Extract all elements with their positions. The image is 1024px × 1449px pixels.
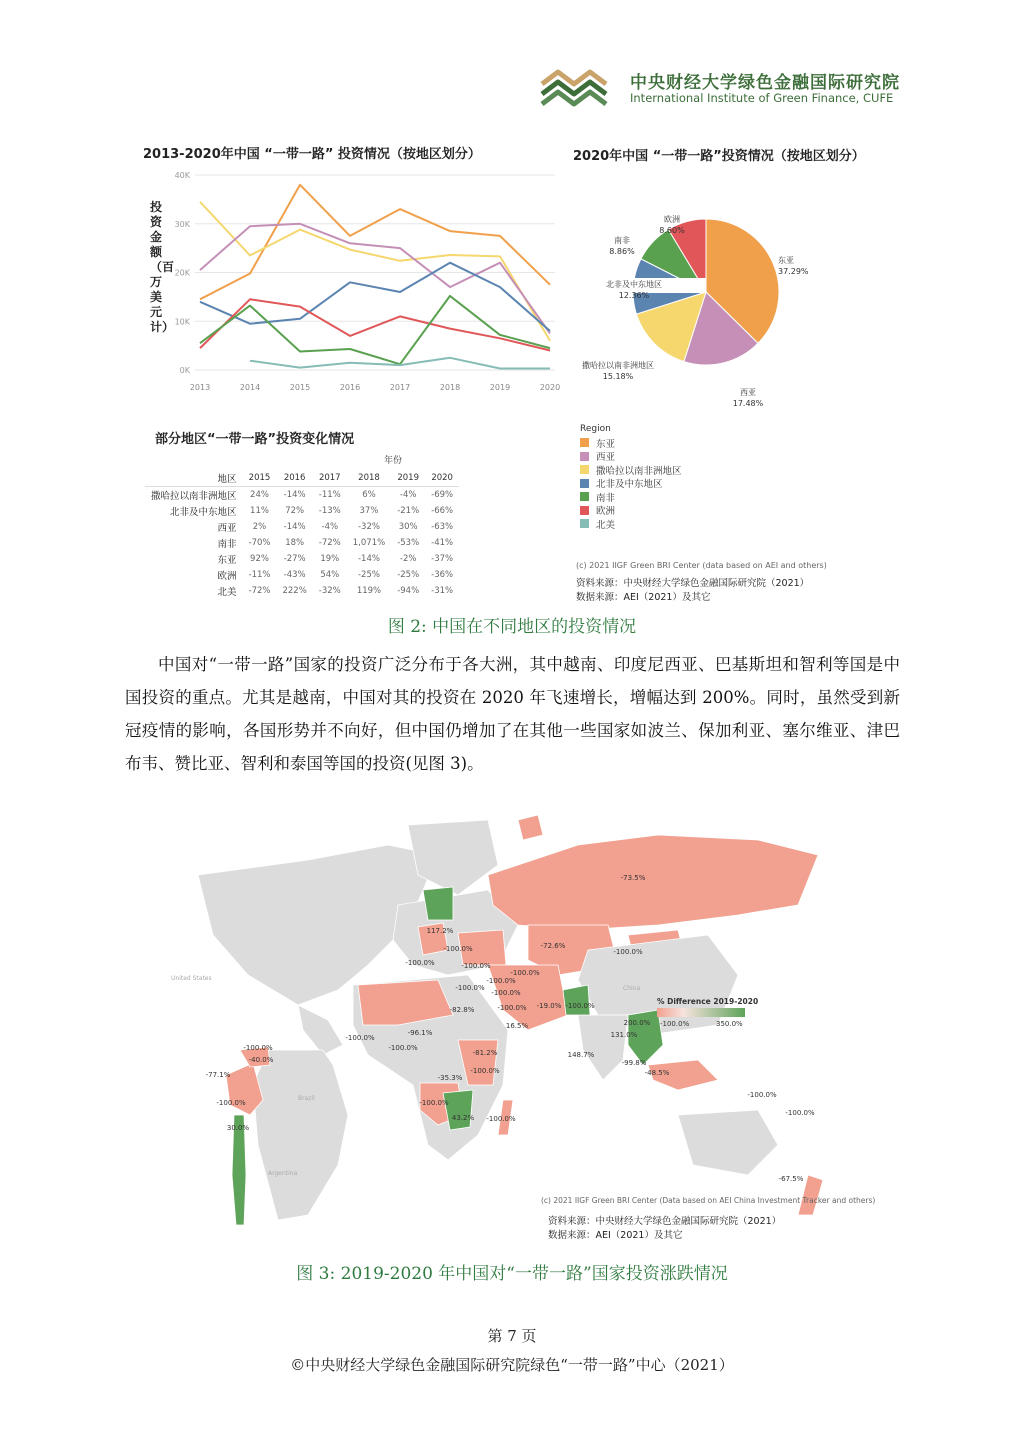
table-cell: 37% <box>359 506 379 516</box>
legend-item <box>580 477 682 491</box>
table-cell: -25% <box>397 570 420 580</box>
x-tick-label: 2013 <box>189 383 211 392</box>
map-pct-label: -100.0% <box>216 1099 246 1107</box>
legend-swatch <box>580 438 589 447</box>
pie-chart-title: 2020年中国 “一带一路”投资情况（按地区划分） <box>573 149 865 164</box>
y-tick-label: 0K <box>179 366 190 375</box>
legend-item <box>580 463 682 477</box>
y-tick-label: 30K <box>174 219 190 229</box>
map-legend-title: % Difference 2019-2020 <box>657 997 759 1006</box>
legend-item <box>580 450 682 464</box>
table-region: 东亚 <box>217 555 237 566</box>
line-chart-ylabel: 投资金额（百万美元计） <box>150 200 175 334</box>
line-chart <box>165 165 565 400</box>
map-pct-label: -77.1% <box>205 1071 231 1079</box>
fig2-caption: 图 2: 中国在不同地区的投资情况 <box>387 617 637 637</box>
table-region: 南非 <box>217 539 237 550</box>
map-pct-label: 30.0% <box>226 1124 250 1132</box>
table-cell: -94% <box>397 586 420 596</box>
x-tick-label: 2020 <box>539 383 561 392</box>
table-cell: 1,071% <box>352 538 386 548</box>
map-region-3 <box>253 1050 348 1220</box>
map-legend-min: -100.0% <box>660 1020 690 1028</box>
table-cell: 11% <box>250 506 269 516</box>
pie-label: 东亚 <box>778 256 794 265</box>
map-pct-label: -100.0% <box>243 1044 273 1052</box>
table-row <box>145 535 459 551</box>
legend-label: 西亚 <box>596 452 616 464</box>
x-tick-label: 2018 <box>439 383 461 392</box>
table-cell: -14% <box>276 487 312 504</box>
table-row <box>145 519 459 535</box>
table-cell: -4% <box>391 487 425 504</box>
table-cell: -13% <box>318 506 341 516</box>
footer-copyright: ©中央财经大学绿色金融国际研究院绿色“一带一路”中心（2021） <box>290 1356 734 1374</box>
fig2-source: 资料来源：中央财经大学绿色金融国际研究院（2021） <box>576 578 810 589</box>
table-region: 撒哈拉以南非洲地区 <box>145 487 243 504</box>
map-pct-label: -100.0% <box>613 948 643 956</box>
map-pct-label: -100.0% <box>419 1099 449 1107</box>
table-cell: -2% <box>399 554 417 564</box>
map-pct-label: -99.8% <box>621 1059 647 1067</box>
org-name-en: International Institute of Green Finance, CUFE <box>630 91 894 105</box>
table-cell: -63% <box>431 522 454 532</box>
map-pct-label: -82.8% <box>449 1006 475 1014</box>
fig2-data-source: 数据来源：AEI（2021）及其它 <box>576 592 711 603</box>
pie-chart <box>560 205 830 415</box>
legend-label: 南非 <box>596 492 616 504</box>
map-country-label: Brazil <box>298 1095 315 1102</box>
table-cell: -72% <box>248 586 271 596</box>
legend-label: 北美 <box>596 519 616 531</box>
table-cell: 18% <box>285 538 305 548</box>
map-pct-label: -100.0% <box>497 1004 527 1012</box>
table-cell: -11% <box>248 570 271 580</box>
table-row <box>145 503 459 519</box>
table-cell: 222% <box>282 586 307 596</box>
map-pct-label: -73.5% <box>620 874 646 882</box>
change-table <box>145 470 459 599</box>
table-cell: 92% <box>250 554 269 564</box>
map-pct-label: -100.0% <box>461 962 491 970</box>
legend-label: 东亚 <box>596 438 616 450</box>
map-region-17 <box>488 835 818 930</box>
org-name-cn: 中央财经大学绿色金融国际研究院 <box>630 73 900 93</box>
map-pct-label: -96.1% <box>407 1029 433 1037</box>
pie-label: 西亚 <box>740 388 756 397</box>
world-map <box>158 815 866 1243</box>
map-pct-label: -100.0% <box>486 1115 516 1123</box>
fig3-caption: 图 3: 2019-2020 年中国对“一带一路”国家投资涨跌情况 <box>296 1264 728 1284</box>
legend-label: 欧洲 <box>596 506 616 518</box>
table-cell: -11% <box>313 487 347 504</box>
map-pct-label: -100.0% <box>565 1002 595 1010</box>
table-cell: -72% <box>318 538 341 548</box>
x-tick-label: 2016 <box>339 383 361 392</box>
paragraph-text: 中国对“一带一路”国家的投资广泛分布于各大洲，其中越南、印度尼西亚、巴基斯坦和智利等国是中国投资的重点。尤其是越南，中国对其的投资在 2020 年飞速增长，增幅达到 200%。同时，虽然受到新冠疫情的影响，各国形势并不向好，但中国仍增加了在其他一些国家如波兰、保加利亚、塞尔维亚、津巴布韦、赞比亚、智利和泰国等国的投资(见图 3)。 <box>125 655 900 773</box>
table-cell: -70% <box>248 538 271 548</box>
pie-pct-label: 8.86% <box>609 247 635 256</box>
pie-pct-label: 17.48% <box>732 399 764 408</box>
table-row <box>145 567 459 583</box>
map-pct-label: -72.6% <box>540 942 566 950</box>
map-pct-label: -100.0% <box>443 945 473 953</box>
table-year: 2016 <box>283 473 306 483</box>
table-year: 2019 <box>397 473 419 483</box>
map-region-23 <box>578 1015 628 1080</box>
table-cell: -21% <box>397 506 420 516</box>
y-tick-label: 10K <box>174 317 190 327</box>
page-number: 第 7 页 <box>487 1327 537 1345</box>
map-pct-label: -81.2% <box>472 1049 498 1057</box>
table-row <box>145 583 459 599</box>
legend-swatch <box>580 465 589 474</box>
legend-title: Region <box>580 424 611 434</box>
map-pct-label: -48.5% <box>644 1069 670 1077</box>
table-title: 部分地区“一带一路”投资变化情况 <box>155 432 355 447</box>
table-cell: 24% <box>243 487 277 504</box>
map-region-26 <box>563 985 590 1015</box>
table-region: 北美 <box>217 587 237 598</box>
map-pct-label: 148.7% <box>567 1051 595 1059</box>
map-pct-label: -100.0% <box>388 1044 418 1052</box>
table-cell: -69% <box>425 487 459 504</box>
table-row <box>145 551 459 567</box>
table-cell: -14% <box>357 554 380 564</box>
map-region-27 <box>678 1110 778 1175</box>
map-pct-label: -19.0% <box>536 1002 562 1010</box>
pie-pct-label: 37.29% <box>778 267 809 276</box>
table-year-header: 年份 <box>384 456 403 466</box>
map-pct-label: -35.3% <box>437 1074 463 1082</box>
table-region: 欧洲 <box>217 571 237 582</box>
table-year: 2015 <box>248 473 271 483</box>
map-country-label: Argentina <box>268 1170 298 1177</box>
table-region: 北非及中东地区 <box>170 507 237 518</box>
series-line-5 <box>200 296 550 364</box>
legend-label: 北非及中东地区 <box>596 479 663 491</box>
legend-swatch <box>580 519 589 528</box>
pie-label: 欧洲 <box>664 215 680 224</box>
series-line-0 <box>200 185 550 299</box>
legend-item <box>580 436 682 450</box>
x-tick-label: 2017 <box>389 383 411 392</box>
map-region-2 <box>298 1005 343 1055</box>
legend-label: 撒哈拉以南非洲地区 <box>596 465 682 477</box>
table-cell: -32% <box>357 522 380 532</box>
legend-swatch <box>580 506 589 515</box>
table-cell: 54% <box>320 570 340 580</box>
table-cell: -37% <box>431 554 454 564</box>
table-cell: -66% <box>431 506 454 516</box>
table-cell: -41% <box>431 538 454 548</box>
fig2-copyright: (c) 2021 IIGF Green BRI Center (data based on AEI and others) <box>576 561 827 570</box>
table-cell: -27% <box>283 554 306 564</box>
map-pct-label: 117.2% <box>426 927 454 935</box>
body-paragraph <box>125 648 900 780</box>
map-pct-label: -100.0% <box>785 1109 815 1117</box>
legend-swatch <box>580 452 589 461</box>
pie-label: 北非及中东地区 <box>606 280 662 289</box>
map-pct-label: 131.0% <box>610 1031 638 1039</box>
map-pct-label: -40.0% <box>248 1056 274 1064</box>
table-cell: 119% <box>356 586 382 596</box>
map-pct-label: -67.5% <box>778 1175 804 1183</box>
x-tick-label: 2015 <box>289 383 311 392</box>
series-line-2 <box>200 224 550 334</box>
map-legend-max: 350.0% <box>716 1020 743 1028</box>
table-cell: -53% <box>397 538 420 548</box>
table-cell: -36% <box>431 570 454 580</box>
legend-swatch <box>580 492 589 501</box>
map-pct-label: -100.0% <box>510 969 540 977</box>
y-tick-label: 40K <box>174 171 190 180</box>
pie-label: 撒哈拉以南非洲地区 <box>582 361 654 370</box>
map-source: 资料来源：中央财经大学绿色金融国际研究院（2021） <box>548 1216 782 1227</box>
map-copyright: (c) 2021 IIGF Green BRI Center (Data based on AEI China Investment Tracker and others) <box>541 1196 876 1205</box>
table-cell: 6% <box>347 487 391 504</box>
map-region-18 <box>518 815 543 840</box>
table-year: 2018 <box>358 473 380 483</box>
table-region: 西亚 <box>217 523 237 534</box>
table-cell: 19% <box>320 554 340 564</box>
map-pct-label: -100.0% <box>747 1091 777 1099</box>
legend-item <box>580 490 682 504</box>
line-chart-title: 2013-2020年中国 “一带一路” 投资情况（按地区划分） <box>143 147 481 162</box>
map-pct-label: -100.0% <box>470 1067 500 1075</box>
table-year: 2017 <box>318 473 341 483</box>
map-pct-label: 43.2% <box>451 1114 475 1122</box>
map-pct-label: 16.5% <box>505 1022 529 1030</box>
x-tick-label: 2019 <box>489 383 511 392</box>
map-pct-label: -100.0% <box>455 984 485 992</box>
table-cell: 72% <box>285 506 305 516</box>
table-region-header: 地区 <box>217 474 237 485</box>
table-cell: -14% <box>283 522 306 532</box>
table-year: 2020 <box>431 473 453 483</box>
table-cell: 2% <box>252 522 267 532</box>
table-cell: -4% <box>321 522 339 532</box>
x-tick-label: 2014 <box>239 383 261 392</box>
map-data-source: 数据来源：AEI（2021）及其它 <box>548 1230 683 1241</box>
table-row <box>145 487 459 504</box>
table-cell: -31% <box>431 586 454 596</box>
pie-label: 南非 <box>614 236 630 245</box>
map-country-label: United States <box>171 975 212 982</box>
map-legend-gradient <box>657 1008 745 1017</box>
y-tick-label: 20K <box>174 268 190 278</box>
legend-item <box>580 517 682 531</box>
pie-pct-label: 8.60% <box>659 226 685 235</box>
institute-logo <box>538 62 620 112</box>
pie-pct-label: 15.18% <box>602 372 634 381</box>
map-region-16 <box>423 887 453 920</box>
region-legend <box>580 424 682 531</box>
map-pct-label: -100.0% <box>491 989 521 997</box>
map-pct-label: 200.0% <box>623 1019 651 1027</box>
legend-item <box>580 504 682 518</box>
map-pct-label: -100.0% <box>405 959 435 967</box>
map-pct-label: -100.0% <box>345 1034 375 1042</box>
map-pct-label: -100.0% <box>486 977 516 985</box>
pie-pct-label: 12.36% <box>618 291 650 300</box>
table-cell: -32% <box>318 586 341 596</box>
map-country-label: China <box>623 985 641 992</box>
legend-swatch <box>580 479 589 488</box>
table-cell: 30% <box>398 522 418 532</box>
table-cell: -25% <box>357 570 380 580</box>
table-cell: -43% <box>283 570 306 580</box>
